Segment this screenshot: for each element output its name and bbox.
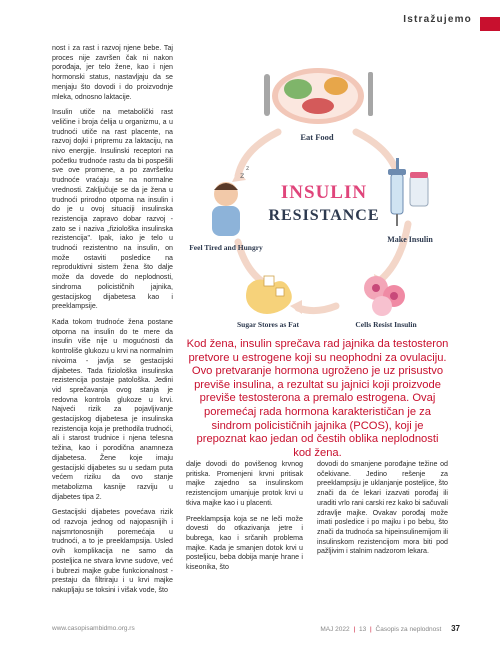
step-eat-food: Eat Food: [300, 132, 334, 142]
food-plate-icon: [264, 68, 373, 124]
infographic-svg: [186, 44, 449, 334]
infographic-title-line1: INSULIN: [280, 182, 368, 203]
svg-text:z: z: [240, 171, 245, 180]
cells-icon: [364, 276, 405, 316]
middle-text-column: [186, 460, 303, 579]
section-accent-bar: [480, 17, 500, 31]
footer-info: [320, 624, 460, 633]
arrow-head: [290, 300, 302, 314]
right-text-column: [317, 460, 448, 563]
footer-magazine: Časopis za neplodnost: [375, 626, 442, 633]
paragraph: Preeklampsija koja se ne leči može dovesti do otkazivanja jetre i bubrega, kao i srčanih problema majke. Kada je smanjen dotok krvi u posteljicu, beba dobija manje hrane i kiseonika, što: [186, 514, 303, 572]
step-make-insulin: Make Insulin: [387, 235, 433, 244]
footer-separator: |: [353, 626, 356, 633]
footer-url: www.casopisambidmo.org.rs: [52, 625, 135, 632]
section-label: Istražujemo: [403, 14, 472, 25]
paragraph: dalje dovodi do povišenog krvnog pritiska. Promenjeni krvni pritisak majke zajedno sa insulinskom rezistencijom umanjuje protok krvi u tkiva majke kao i u placenti.: [186, 460, 303, 507]
left-text-column: [52, 44, 173, 602]
arrow-segment: [238, 132, 278, 176]
sugar-fat-icon: [246, 276, 292, 314]
tired-person-icon: [212, 165, 249, 236]
infographic-title-line2: RESISTANCE: [268, 207, 380, 224]
footer-separator: |: [370, 626, 372, 633]
arrow-segment: [298, 306, 336, 311]
paragraph: Gestacijski dijabetes povećava rizik od razvoja jednog od najopasnijih i najsmrtonosnijih poremećaja u trudnoći, a to je preeklampsija. Usled ovih komplikacija ne samo da posteljica ne stvara krvne sudove, već i bubrezi majke gube funkcionalnost - prestaju da filtriraju i u krvi majke nakupljaju se toksini i višak vode, što: [52, 508, 173, 594]
pull-quote: Kod žena, insulin sprečava rad jajnika da testosteron pretvore u estrogene koji su neophodni za ovulaciju. Ovo pretvaranje hormona ugroženo je uz prisustvo previše insulina, a rezultat su jajnici koji proizvode previše testosterona a premalo estrogena. Ovaj poremećaj rada hormona karakterističan je za sindrom policističnih jajnika (PCOS), koji je prepoznat kao jedan od čestih oblika neplodnosti kod žena.: [186, 338, 449, 459]
footer-date: MAJ 2022: [320, 626, 350, 633]
page-number: 37: [451, 624, 460, 633]
paragraph: nost i za rast i razvoj njene bebe. Taj proces nije završen čak ni nakon porođaja, jer telo žene, kao i njen hormonski status, nastavljaju da se menjaju što dovodi i do proizvodnje mleka, odnosno laktacije.: [52, 44, 173, 101]
paragraph: dovodi do smanjene porođajne težine od očekivane. Jedino rešenje za preeklampsiju je uklanjanje posteljice, što znači da će lekari izazvati porođaj ili uraditi vrlo rani carski rez kako bi sačuvali zdravlje majke. Ovakav porođaj može imati posledice i po majku i po bebu, što znači da trudnoća sa hipeinsulinemijom ili insulinskom rezistencijom mora biti pod pažljivim i stalnim nadzorom lekara.: [317, 460, 448, 556]
footer-issue: 13: [358, 626, 367, 633]
step-cells-resist-insulin: Cells Resist Insulin: [355, 320, 417, 329]
arrow-segment: [378, 224, 408, 282]
step-sugar-stores-as-fat: Sugar Stores as Fat: [236, 320, 300, 329]
insulin-resistance-infographic: [186, 44, 449, 334]
paragraph: Kada tokom trudnoće žena postane otporna na insulin do te mere da insulin više nije u mogućnosti da kontroliše glukozu u krvi na normalnim nivoima - javlja se gestacijski dijabetes. Tada fiziološka insulinska rezistencija postaje patološka. Jedini vid sprečavanja ovog stanja je redovna kontrola glukoze u krvi. Najveći rizik za pojavljivanje gestacijskog dijabetesa je insulinska rezistencija koja je prethodila trudnoći, ali i starost trudnice i njena telesna težina, kao i porodična anamneza dijabetesa. Žene koje imaju gestacijski dijabetes su u sedam puta većem riziku da ovo stanje metabolizma kasnije razviju u dijabetes tipa 2.: [52, 317, 173, 501]
svg-text:z: z: [246, 165, 250, 172]
step-feel-tired-and-hungry: Feel Tired and Hungry: [189, 243, 263, 252]
paragraph: Insulin utiče na metabolički rast veličine i broja ćelija u organizmu, a u trudnoći utiče na rast placente, na razvoj dojki i pripremu za laktaciju, na nivo energije. Insulinski receptori na početku trudnoće rastu da bi pospešili sve ove promene, a po završetku trudnoće vraćaju se na normalne vrednosti. Zaključuje se da je žena u trudnoći prirodno otporna na insulin i do je u ovoj situaciji insulinska rezistencija zapravo dobar razvoj - zato se i naziva „fiziološka insulinska rezistencija". Ipak, iako je telo u trudnoći rezistentno na insulin, on može ostaviti posledice na reproduktivni sistem žena što dalje može da dovede do neplodnosti, sindroma policističnih jajnika, gestacijskog dijabetesa kao i preeklampsije.: [52, 108, 173, 311]
